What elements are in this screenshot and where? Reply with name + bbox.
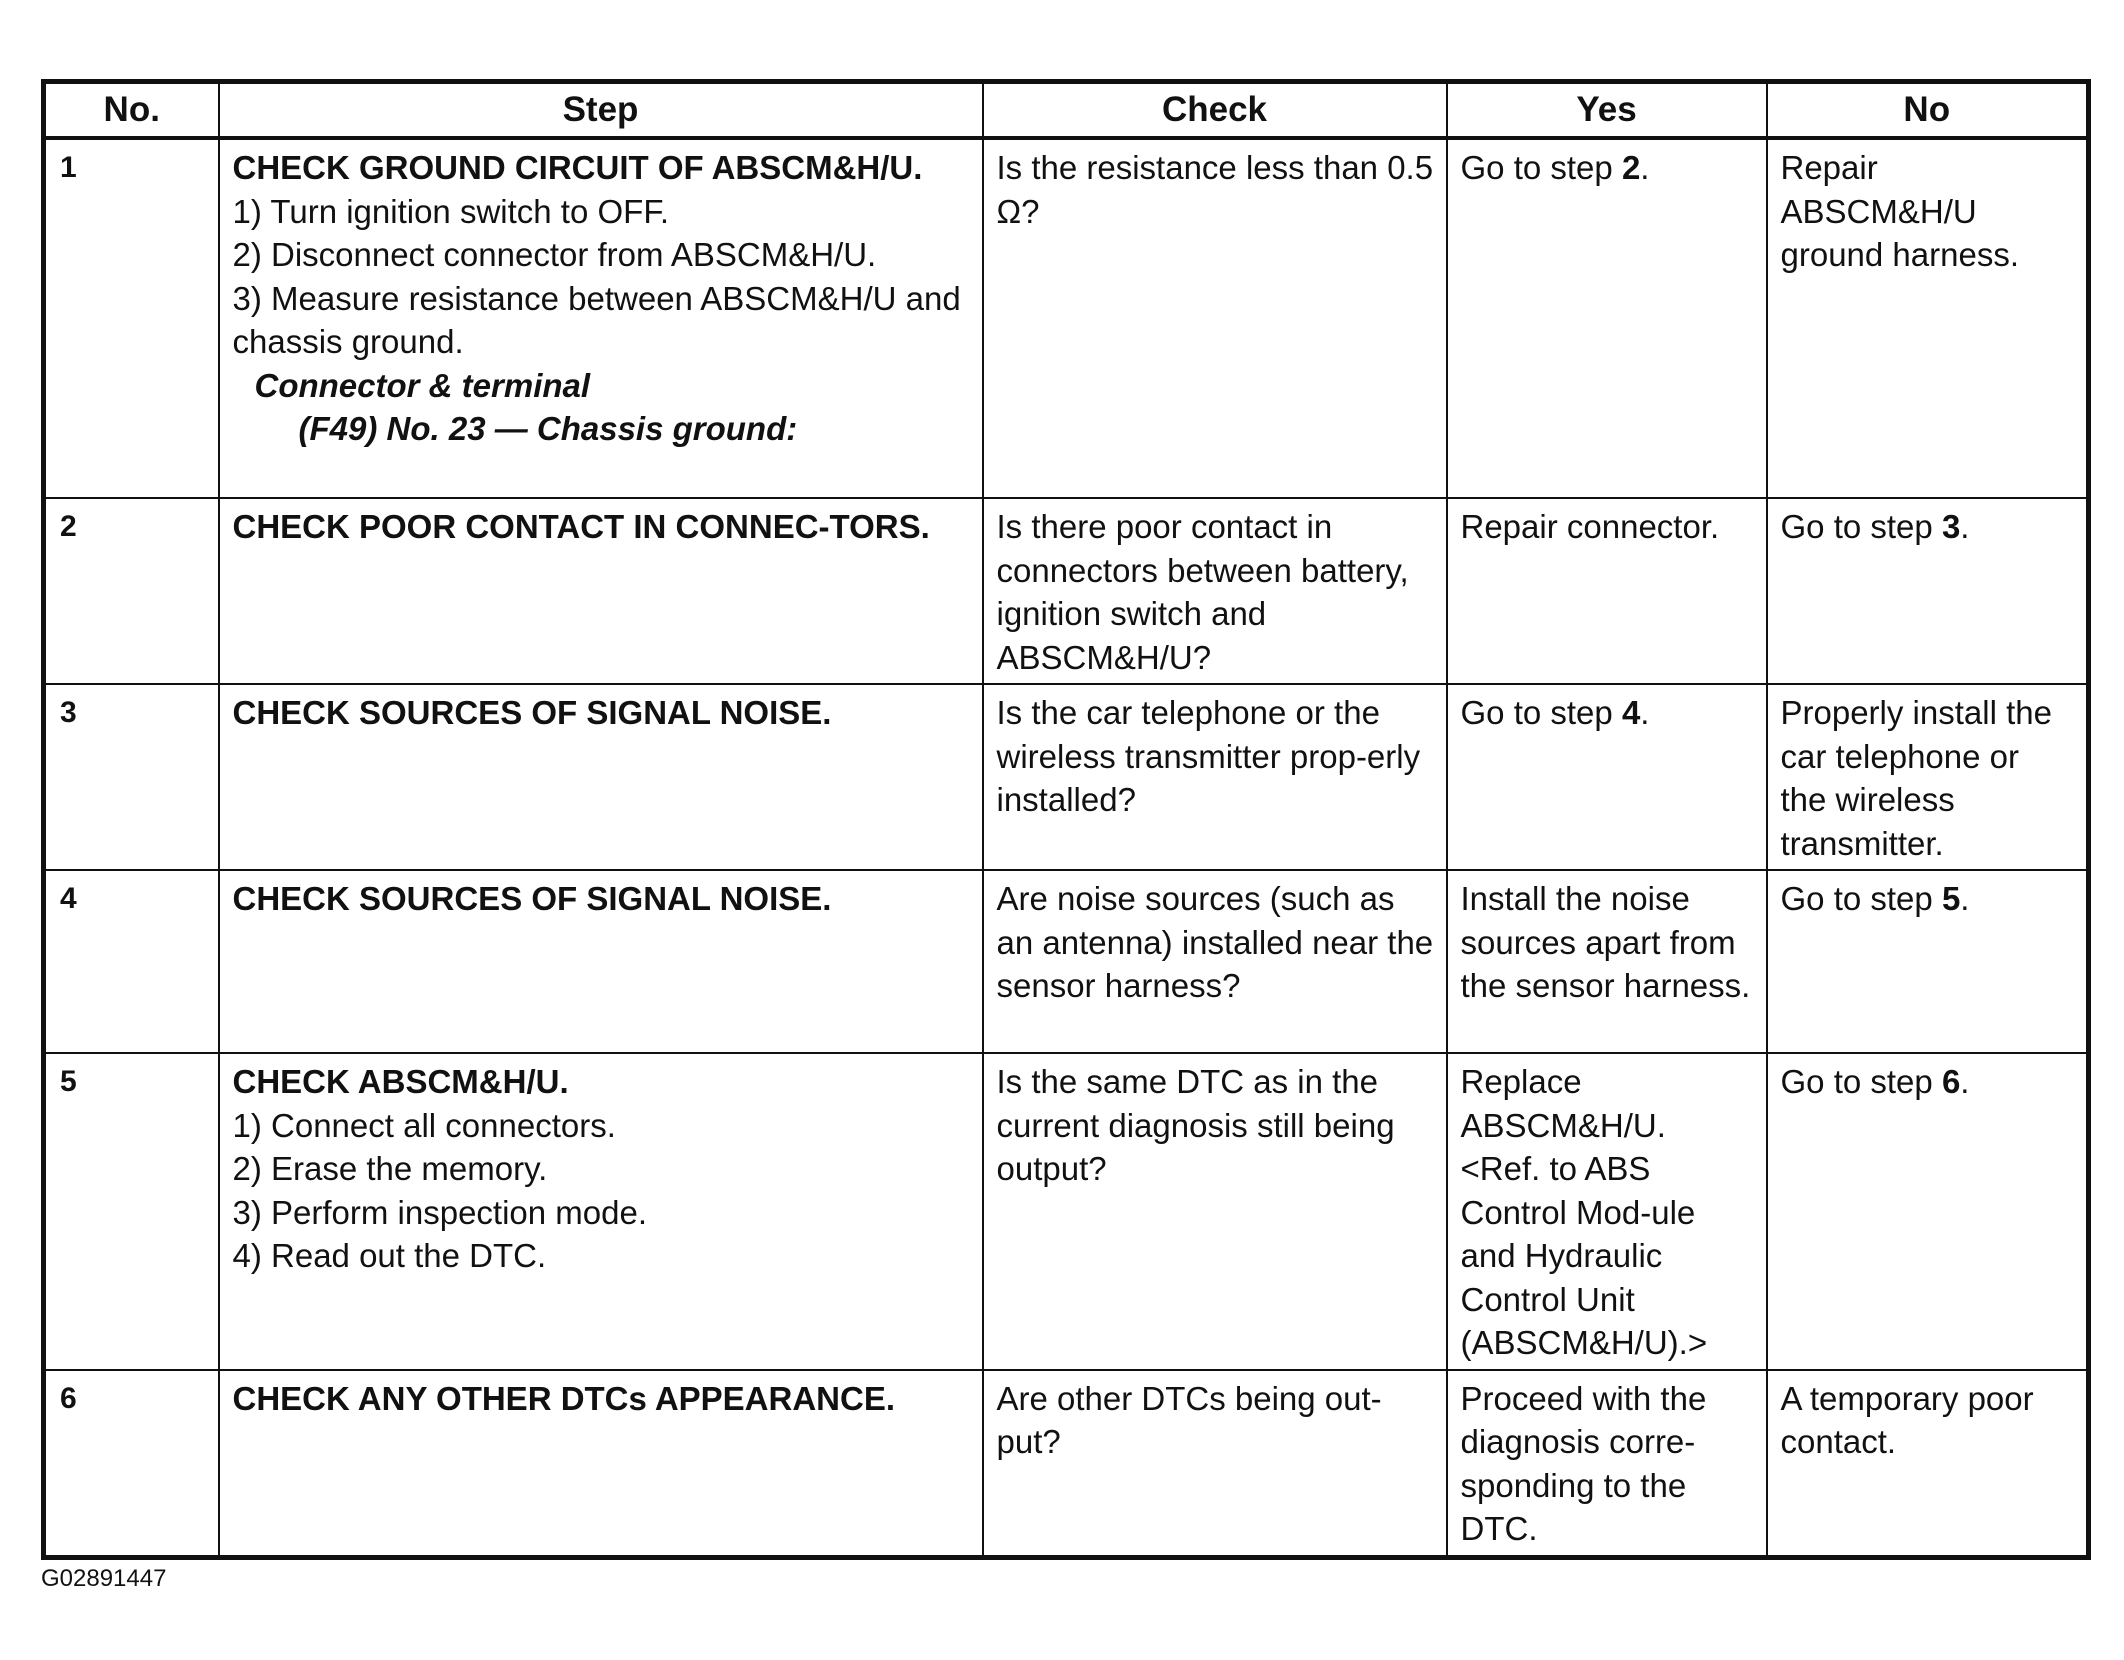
column-header-no: No. <box>44 82 219 139</box>
no-step-ref: 6 <box>1941 1063 1961 1100</box>
step-title: CHECK POOR CONTACT IN CONNEC-TORS. <box>232 508 930 545</box>
diagnostic-procedure-table <box>41 79 2091 1560</box>
connector-terminal: (F49) No. 23 — Chassis ground: <box>298 410 798 447</box>
no-cell <box>1767 1053 2089 1370</box>
step-cell <box>219 1053 983 1370</box>
table-row <box>44 1370 2089 1558</box>
yes-text-prefix: Repair connector. <box>1460 508 1720 545</box>
step-title: CHECK ABSCM&H/U. <box>232 1063 569 1100</box>
check-text: Is the same DTC as in the current diagnosis still being output? <box>996 1063 1395 1187</box>
yes-text <box>1461 1060 1754 1365</box>
step-title: CHECK SOURCES OF SIGNAL NOISE. <box>232 694 832 731</box>
check-cell <box>983 498 1447 684</box>
no-text-suffix: . <box>1960 508 1970 545</box>
check-text: Is the resistance less than 0.5 Ω? <box>996 149 1434 230</box>
table-row <box>44 498 2089 684</box>
yes-text-prefix: Proceed with the diagnosis corre-sponding to the DTC. <box>1460 1379 1707 1547</box>
step-cell <box>219 870 983 1053</box>
no-cell <box>1767 498 2089 684</box>
step-instruction: 3) Perform inspection mode. <box>232 1193 648 1231</box>
check-cell <box>983 870 1447 1053</box>
no-step-ref: 5 <box>1941 880 1961 917</box>
yes-text-suffix: . <box>1640 149 1650 186</box>
no-text-prefix: Go to step <box>1780 508 1942 545</box>
connector-label: Connector & terminal <box>254 366 591 404</box>
step-instruction: 4) Read out the DTC. <box>232 1237 547 1274</box>
step-number: 6 <box>44 1370 219 1558</box>
step-number: 3 <box>44 684 219 870</box>
yes-cell <box>1447 1370 1767 1558</box>
column-header-check: Check <box>983 82 1447 139</box>
check-text: Is there poor contact in connectors between battery, ignition switch and ABSCM&H/U? <box>996 508 1409 676</box>
table-row <box>44 138 2089 498</box>
check-cell <box>983 684 1447 870</box>
table-row <box>44 684 2089 870</box>
step-number: 2 <box>44 498 219 684</box>
check-text: Are other DTCs being out-put? <box>996 1379 1382 1460</box>
no-cell <box>1767 684 2089 870</box>
no-cell <box>1767 138 2089 498</box>
step-number: 4 <box>44 870 219 1053</box>
no-text <box>1781 691 2075 865</box>
check-cell <box>983 1053 1447 1370</box>
yes-cell <box>1447 1053 1767 1370</box>
no-text-prefix: A temporary poor contact. <box>1780 1379 2034 1460</box>
step-cell <box>219 138 983 498</box>
no-text <box>1781 505 2075 549</box>
table-header-row <box>44 82 2089 139</box>
no-text-suffix: . <box>1960 1063 1970 1100</box>
no-text <box>1781 1377 2075 1464</box>
step-number: 5 <box>44 1053 219 1370</box>
yes-text <box>1461 146 1754 190</box>
column-header-step: Step <box>219 82 983 139</box>
check-cell <box>983 1370 1447 1558</box>
yes-cell <box>1447 684 1767 870</box>
step-number: 1 <box>44 138 219 498</box>
yes-text-suffix: . <box>1640 694 1650 731</box>
yes-text <box>1461 691 1754 735</box>
step-instruction: 2) Disconnect connector from ABSCM&H/U. <box>232 236 877 273</box>
step-title: CHECK ANY OTHER DTCs APPEARANCE. <box>232 1379 896 1417</box>
check-text: Are noise sources (such as an antenna) installed near the sensor harness? <box>996 880 1434 1004</box>
no-text <box>1781 1060 2075 1104</box>
no-text-prefix: Go to step <box>1780 1063 1942 1100</box>
yes-step-ref: 2 <box>1621 149 1641 186</box>
yes-text-prefix: Go to step <box>1460 694 1622 731</box>
step-instruction: 1) Connect all connectors. <box>232 1106 616 1144</box>
column-header-no-result: No <box>1767 82 2089 139</box>
yes-text <box>1461 877 1754 1008</box>
no-text-prefix: Properly install the car telephone or the wireless transmitter. <box>1780 694 2052 862</box>
no-text <box>1781 146 2075 277</box>
yes-cell <box>1447 498 1767 684</box>
yes-step-ref: 4 <box>1621 694 1641 731</box>
no-text-prefix: Go to step <box>1780 880 1942 917</box>
no-cell <box>1767 1370 2089 1558</box>
yes-text-prefix: Replace ABSCM&H/U. <Ref. to ABS Control Mod-ule and Hydraulic Control Unit (ABSCM&H/U).> <box>1460 1063 1708 1361</box>
yes-text <box>1461 505 1754 549</box>
table-row <box>44 870 2089 1053</box>
step-cell <box>219 684 983 870</box>
no-text <box>1781 877 2075 921</box>
check-cell <box>983 138 1447 498</box>
step-title: CHECK SOURCES OF SIGNAL NOISE. <box>232 880 832 917</box>
table-row <box>44 1053 2089 1370</box>
step-cell <box>219 1370 983 1558</box>
no-text-prefix: Repair ABSCM&H/U ground harness. <box>1780 149 2019 273</box>
step-cell <box>219 498 983 684</box>
no-text-suffix: . <box>1960 880 1970 917</box>
check-text: Is the car telephone or the wireless transmitter prop-erly installed? <box>996 694 1421 818</box>
yes-cell <box>1447 138 1767 498</box>
yes-text <box>1461 1377 1754 1551</box>
step-instruction: 2) Erase the memory. <box>232 1150 548 1187</box>
yes-text-prefix: Install the noise sources apart from the sensor harness. <box>1460 880 1751 1004</box>
column-header-yes: Yes <box>1447 82 1767 139</box>
figure-id: G02891447 <box>41 1565 167 1592</box>
yes-text-prefix: Go to step <box>1460 149 1622 186</box>
no-cell <box>1767 870 2089 1053</box>
step-instruction: 3) Measure resistance between ABSCM&H/U and chassis ground. <box>232 279 961 360</box>
step-title: CHECK GROUND CIRCUIT OF ABSCM&H/U. <box>232 149 923 186</box>
step-instruction: 1) Turn ignition switch to OFF. <box>232 192 669 230</box>
yes-cell <box>1447 870 1767 1053</box>
no-step-ref: 3 <box>1941 508 1961 545</box>
